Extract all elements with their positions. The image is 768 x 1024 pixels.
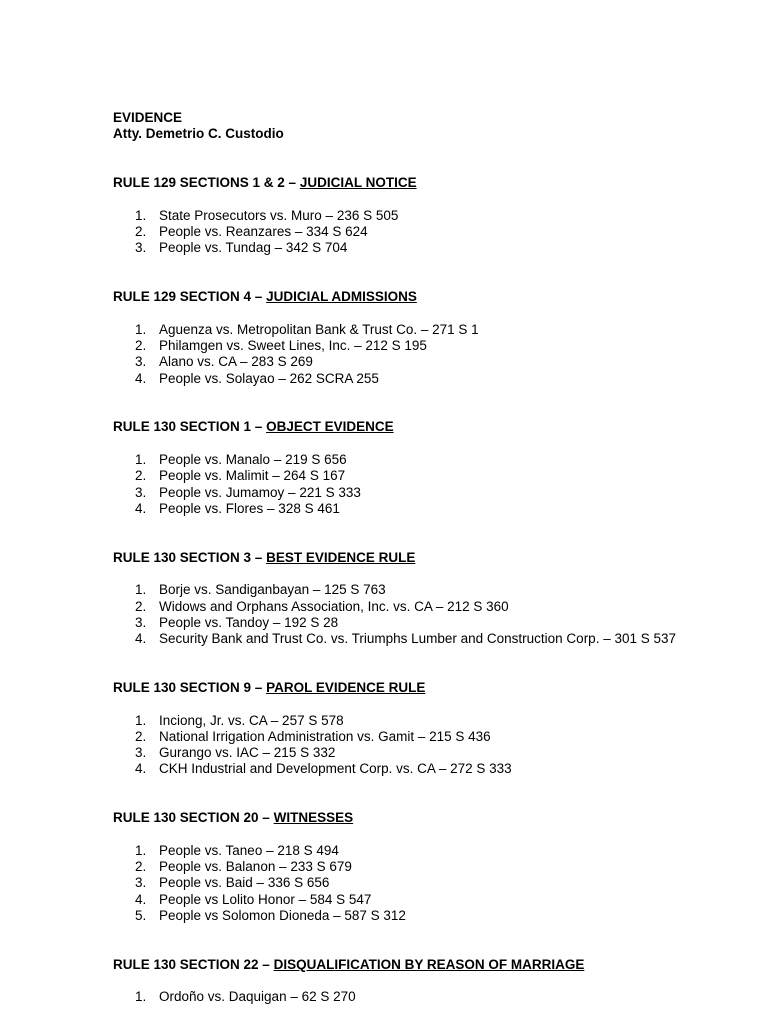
case-citation: Gurango vs. IAC – 215 S 332 (159, 745, 336, 761)
case-citation: Ordoño vs. Daquigan – 62 S 270 (159, 989, 356, 1005)
case-list-item (113, 615, 733, 631)
section-topic: WITNESSES (273, 810, 354, 826)
rule-section (113, 810, 733, 924)
rule-section (113, 957, 733, 1006)
case-citation: People vs. Solayao – 262 SCRA 255 (159, 370, 379, 386)
rule-reference: RULE 130 SECTION 20 – (113, 810, 270, 826)
case-list-item (113, 908, 733, 924)
case-number: 4. (135, 500, 147, 516)
case-citation: People vs. Manalo – 219 S 656 (159, 451, 347, 467)
case-citation: People vs. Malimit – 264 S 167 (159, 468, 346, 484)
case-list-item (113, 892, 733, 908)
case-citation: People vs. Reanzares – 334 S 624 (159, 223, 368, 239)
case-list (113, 843, 733, 924)
case-list-item (113, 599, 733, 615)
section-topic: OBJECT EVIDENCE (266, 419, 394, 435)
case-list-item (113, 582, 733, 598)
section-topic: BEST EVIDENCE RULE (266, 549, 416, 565)
case-list-item (113, 224, 733, 240)
case-citation: People vs Lolito Honor – 584 S 547 (159, 891, 372, 907)
case-list (113, 713, 733, 778)
case-citation: State Prosecutors vs. Muro – 236 S 505 (159, 207, 399, 223)
case-citation: Philamgen vs. Sweet Lines, Inc. – 212 S 195 (159, 337, 427, 353)
case-list-item (113, 859, 733, 875)
section-heading (113, 550, 733, 566)
section-topic: JUDICIAL ADMISSIONS (266, 289, 417, 305)
document-author: Atty. Demetrio C. Custodio (113, 126, 284, 142)
rule-reference: RULE 129 SECTIONS 1 & 2 – (113, 175, 297, 191)
case-number: 1. (135, 712, 147, 728)
rule-section (113, 175, 733, 256)
case-citation: Inciong, Jr. vs. CA – 257 S 578 (159, 712, 344, 728)
rule-reference: RULE 130 SECTION 9 – (113, 679, 263, 695)
section-heading (113, 175, 733, 191)
section-heading (113, 810, 733, 826)
case-list (113, 582, 733, 647)
section-heading (113, 680, 733, 696)
rule-reference: RULE 129 SECTION 4 – (113, 289, 263, 305)
case-number: 1. (135, 207, 147, 223)
case-list (113, 208, 733, 257)
case-number: 3. (135, 875, 147, 891)
case-number: 2. (135, 223, 147, 239)
case-list-item (113, 729, 733, 745)
case-list (113, 322, 733, 387)
section-heading (113, 419, 733, 435)
case-number: 1. (135, 582, 147, 598)
case-list-item (113, 713, 733, 729)
case-list-item (113, 338, 733, 354)
case-list-item (113, 631, 733, 647)
case-citation: National Irrigation Administration vs. Gamit – 215 S 436 (159, 728, 491, 744)
document-title: EVIDENCE (113, 110, 183, 125)
case-list-item (113, 875, 733, 891)
case-list-item (113, 371, 733, 387)
case-list-item (113, 468, 733, 484)
section-topic: DISQUALIFICATION BY REASON OF MARRIAGE (273, 956, 585, 972)
case-number: 3. (135, 484, 147, 500)
case-citation: CKH Industrial and Development Corp. vs. CA – 272 S 333 (159, 761, 512, 777)
case-number: 2. (135, 598, 147, 614)
case-number: 3. (135, 354, 147, 370)
case-number: 3. (135, 614, 147, 630)
case-citation: Widows and Orphans Association, Inc. vs. CA – 212 S 360 (159, 598, 509, 614)
case-number: 1. (135, 842, 147, 858)
case-list-item (113, 452, 733, 468)
sections-container (113, 175, 733, 1006)
rule-section (113, 550, 733, 648)
case-citation: Aguenza vs. Metropolitan Bank & Trust Co. – 271 S 1 (159, 321, 479, 337)
case-number: 4. (135, 370, 147, 386)
case-list-item (113, 761, 733, 777)
case-list-item (113, 208, 733, 224)
case-number: 2. (135, 337, 147, 353)
case-number: 3. (135, 240, 147, 256)
section-heading (113, 289, 733, 305)
case-citation: People vs. Balanon – 233 S 679 (159, 859, 352, 875)
case-citation: People vs. Tundag – 342 S 704 (159, 240, 348, 256)
case-list-item (113, 485, 733, 501)
case-citation: People vs. Flores – 328 S 461 (159, 500, 340, 516)
case-list-item (113, 989, 733, 1005)
rule-section (113, 680, 733, 778)
case-number: 2. (135, 468, 147, 484)
case-citation: Alano vs. CA – 283 S 269 (159, 354, 313, 370)
section-topic: PAROL EVIDENCE RULE (266, 679, 426, 695)
case-list (113, 989, 733, 1005)
document-page (113, 110, 733, 1006)
case-list-item (113, 843, 733, 859)
case-list-item (113, 322, 733, 338)
rule-reference: RULE 130 SECTION 1 – (113, 419, 263, 435)
case-citation: People vs. Jumamoy – 221 S 333 (159, 484, 361, 500)
rule-reference: RULE 130 SECTION 22 – (113, 956, 270, 972)
case-number: 1. (135, 321, 147, 337)
section-topic: JUDICIAL NOTICE (299, 175, 417, 191)
rule-section (113, 289, 733, 387)
case-number: 4. (135, 891, 147, 907)
case-number: 2. (135, 859, 147, 875)
case-number: 4. (135, 631, 147, 647)
case-list-item (113, 501, 733, 517)
case-number: 4. (135, 761, 147, 777)
case-citation: Borje vs. Sandiganbayan – 125 S 763 (159, 582, 386, 598)
case-list (113, 452, 733, 517)
rule-reference: RULE 130 SECTION 3 – (113, 549, 263, 565)
section-heading (113, 957, 733, 973)
case-citation: People vs. Tandoy – 192 S 28 (159, 614, 339, 630)
case-number: 2. (135, 728, 147, 744)
case-list-item (113, 354, 733, 370)
case-list-item (113, 240, 733, 256)
case-number: 1. (135, 989, 147, 1005)
case-citation: People vs. Taneo – 218 S 494 (159, 842, 339, 858)
case-number: 5. (135, 907, 147, 923)
rule-section (113, 419, 733, 517)
case-number: 1. (135, 451, 147, 467)
case-citation: People vs Solomon Dioneda – 587 S 312 (159, 907, 406, 923)
case-list-item (113, 745, 733, 761)
case-citation: Security Bank and Trust Co. vs. Triumphs Lumber and Construction Corp. – 301 S 537 (159, 631, 677, 647)
case-citation: People vs. Baid – 336 S 656 (159, 875, 330, 891)
case-number: 3. (135, 745, 147, 761)
